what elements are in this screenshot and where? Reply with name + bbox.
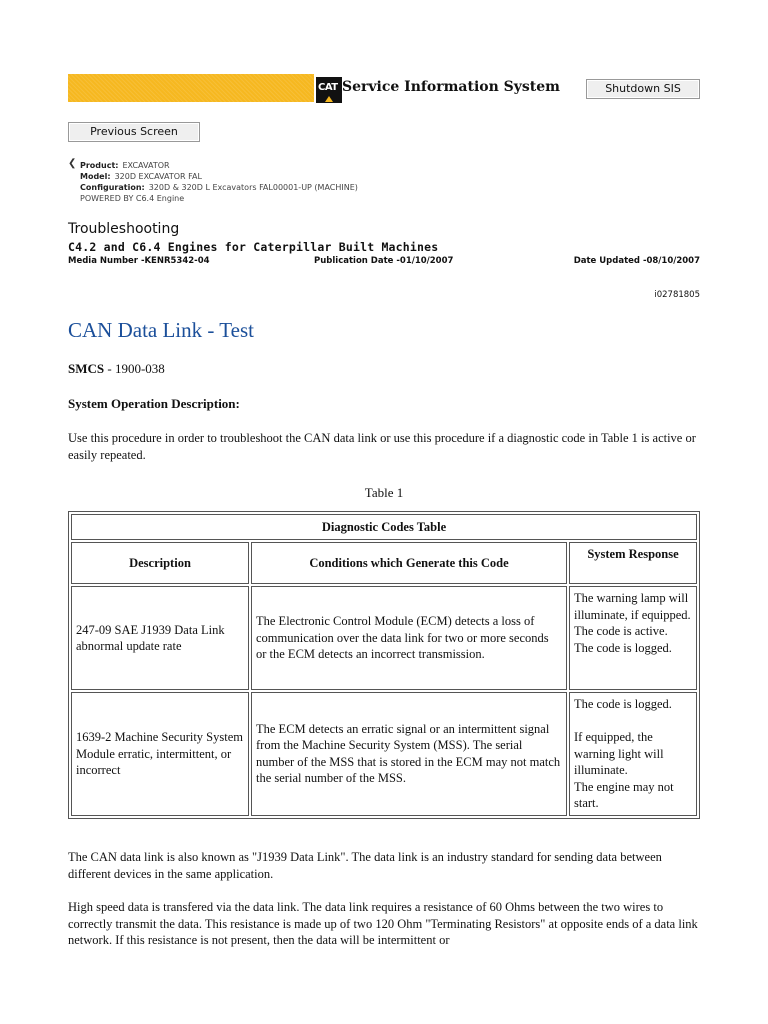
paragraph-high-speed: High speed data is transfered via the data link. The data link requires a resistance of 60 Ohms between the two wires to correctly transmit the data. This resistance is made up of two 120 Ohm "Terminating Resistors" at opposite ends of a data link network. If this resistance is not present, then the data will be intermittent or (68, 900, 698, 947)
header-banner (68, 74, 314, 102)
product-value: EXCAVATOR (122, 161, 170, 170)
row-conditions: The ECM detects an erratic signal or an intermittent signal from the Machine Security System (MSS). The serial number of the MSS that is stored in the ECM may not match the serial number of the MSS. (251, 692, 567, 816)
table-caption: Table 1 (364, 485, 404, 500)
cat-logo-text: CAT (318, 82, 338, 93)
response-line: The code is logged. (574, 697, 672, 711)
row-response (569, 586, 697, 690)
product-label: Product: (80, 161, 119, 170)
media-number: Media Number -KENR5342-04 (68, 256, 210, 266)
response-spacer (574, 713, 692, 730)
row-conditions: The Electronic Control Module (ECM) detects a loss of communication over the data link for two or more seconds or the ECM detects an incorrect transmission. (251, 586, 567, 690)
diagnostic-codes-table (68, 511, 700, 819)
response-line: The code is logged. (574, 640, 672, 655)
response-line: The engine may not start. (574, 779, 674, 810)
column-header: System Response (569, 542, 697, 584)
response-line: The code is active. (574, 624, 668, 638)
response-line: If equipped, the warning light will illuminate. (574, 730, 664, 777)
table-title: Diagnostic Codes Table (71, 514, 697, 540)
table-row (71, 692, 697, 816)
smcs-value: - 1900-038 (104, 361, 165, 376)
column-header: Description (71, 542, 249, 584)
smcs-label: SMCS (68, 361, 105, 376)
powered-by: POWERED BY C6.4 Engine (80, 194, 185, 203)
model-value: 320D EXCAVATOR FAL (114, 172, 202, 181)
publication-date: Publication Date -01/10/2007 (314, 256, 454, 266)
configuration-label: Configuration: (80, 183, 145, 192)
product-info (80, 160, 358, 204)
response-line: The warning lamp will illuminate, if equipped. (574, 591, 691, 622)
smcs-line (68, 361, 165, 377)
shutdown-sis-button[interactable]: Shutdown SIS (586, 79, 700, 99)
system-operation-heading: System Operation Description: (68, 396, 240, 411)
page-title: CAN Data Link - Test (68, 318, 254, 342)
row-response (569, 692, 697, 816)
previous-screen-button[interactable]: Previous Screen (68, 122, 200, 142)
section-heading: Troubleshooting (68, 221, 180, 237)
date-updated: Date Updated -08/10/2007 (573, 256, 700, 266)
configuration-value: 320D & 320D L Excavators FAL00001-UP (MACHINE) (148, 183, 358, 192)
paragraph-can-link: The CAN data link is also known as "J1939 Data Link". The data link is an industry standard for sending data between different devices in the same application. (68, 850, 662, 881)
chevron-left-icon[interactable]: ❮ (68, 158, 77, 169)
cat-logo (316, 77, 342, 103)
table-row (71, 586, 697, 690)
document-subtitle: C4.2 and C6.4 Engines for Caterpillar Built Machines (68, 240, 439, 254)
model-label: Model: (80, 172, 111, 181)
row-description: 247-09 SAE J1939 Data Link abnormal update rate (71, 586, 249, 690)
system-title: Service Information System (342, 79, 560, 95)
document-id: i02781805 (654, 290, 700, 300)
intro-paragraph: Use this procedure in order to troubleshoot the CAN data link or use this procedure if a diagnostic code in Table 1 is active or easily repeated. (68, 431, 696, 462)
row-description: 1639-2 Machine Security System Module erratic, intermittent, or incorrect (71, 692, 249, 816)
column-header: Conditions which Generate this Code (251, 542, 567, 584)
